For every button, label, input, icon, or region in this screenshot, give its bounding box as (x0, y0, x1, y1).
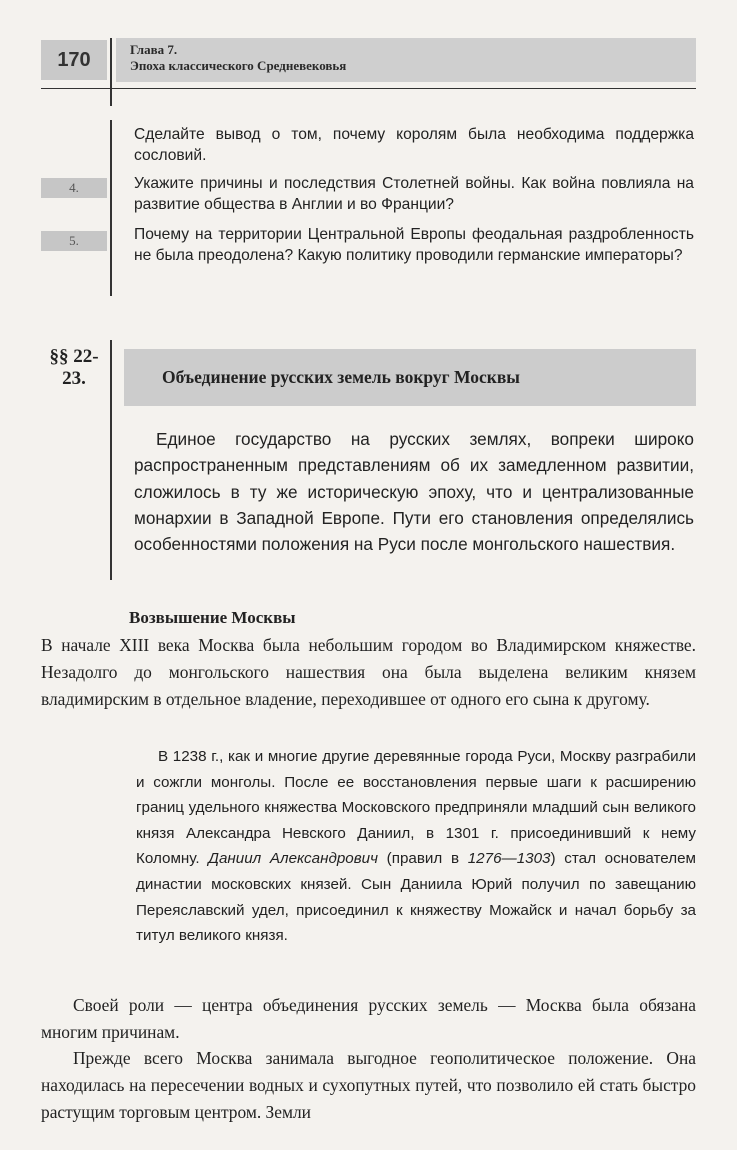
section-rule (110, 340, 112, 580)
section-number-line2: 23. (62, 368, 86, 389)
chapter-header (116, 38, 696, 82)
inset-years: 1276—1303 (467, 850, 551, 868)
header-underline (41, 88, 696, 89)
inset-part2: (правил в (377, 850, 468, 868)
inset-part3: ) стал основателем династии московских князей. Сын Даниила Юрий получил по завещанию Переяславский удел, присоединил к княжеству Можайск и начал борьбу за титул великого князя. (136, 850, 696, 945)
header-rule (110, 38, 112, 106)
chapter-label: Глава 7. (130, 42, 178, 57)
inset-part1: В 1238 г., как и многие другие деревянные города Руси, Москву разграбили и сожгли монголы. После ее восстановления первые шаги к расширению границ удельного княжества Московского предприняли младший сын великого князя Александра Невского Даниил, в 1301 г. присоединивший к нему Коломну. (136, 748, 696, 868)
question-5-number: 5. (41, 231, 107, 251)
section-title: Объединение русских земель вокруг Москвы (124, 349, 696, 406)
question-5-text: Почему на территории Центральной Европы феодальная раздробленность не была преодолена? Какую политику проводили германские императоры? (134, 226, 694, 264)
section-intro: Единое государство на русских землях, вопреки широко распространенным представлениям об их замедленном развитии, сложилось в ту же историческую эпоху, что и централизованные монархии в Западной Европе. Пути его становления определялись особенностями положения на Руси после монгольского нашествия. (134, 429, 694, 555)
inset-name: Даниил Александрович (208, 850, 378, 868)
section-number-line1: §§ 22- (49, 346, 99, 367)
paragraph-2: Своей роли — центра объединения русских земель — Москва была обязана многим причинам. (41, 995, 696, 1043)
question-4-number: 4. (41, 178, 107, 198)
subsection-title: Возвышение Москвы (129, 608, 296, 627)
questions-rule (110, 120, 112, 296)
question-4-text: Укажите причины и последствия Столетней войны. Как война повлияла на развитие общества в Англии и во Франции? (134, 175, 694, 213)
chapter-title: Эпоха классического Средневековья (130, 58, 347, 73)
question-3-continuation: Сделайте вывод о том, почему королям была необходима поддержка сословий. (134, 126, 694, 164)
section-number (40, 346, 108, 390)
paragraph-3: Прежде всего Москва занимала выгодное геополитическое положение. Она находилась на пересечении водных и сухопутных путей, что позволило ей стать быстро растущим торговым центром. Земли (41, 1048, 696, 1123)
paragraph-1: В начале XIII века Москва была небольшим городом во Владимирском княжестве. Незадолго до монгольского нашествия она была выделена великим князем владимирским в отдельное владение, переходившее от одного его сына к другому. (41, 635, 696, 710)
historical-inset (136, 744, 696, 949)
page-number: 170 (41, 40, 107, 80)
